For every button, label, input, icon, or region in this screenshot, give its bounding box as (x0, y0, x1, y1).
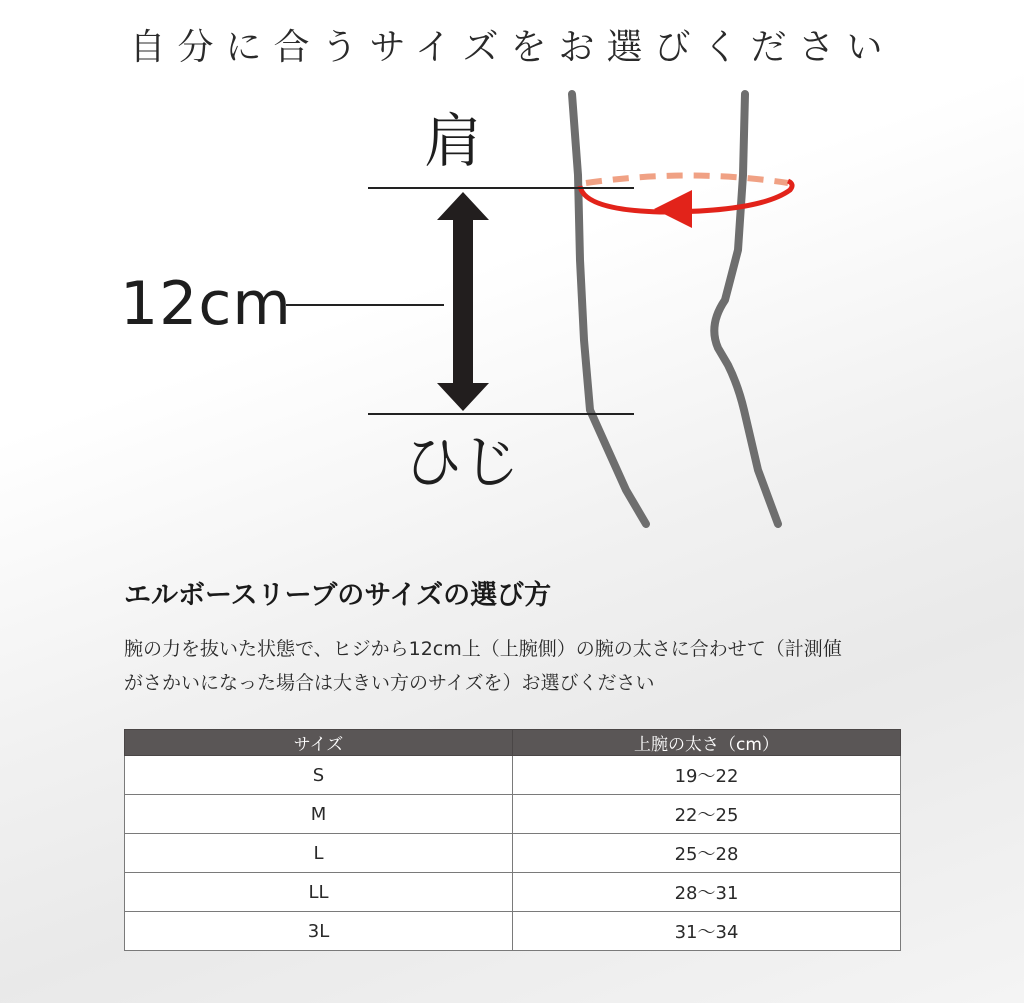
range-cell: 31〜34 (513, 912, 901, 951)
elbow-label: ひじ (404, 428, 521, 496)
range-cell: 28〜31 (513, 873, 901, 912)
range-cell: 19〜22 (513, 756, 901, 795)
shoulder-label: 肩 (424, 107, 483, 175)
size-table-header-row (125, 730, 901, 756)
table-row (125, 756, 901, 795)
table-row (125, 912, 901, 951)
size-table (124, 729, 901, 951)
range-cell: 25〜28 (513, 834, 901, 873)
arm-outline-right (714, 94, 778, 524)
size-column-header: サイズ (125, 730, 513, 756)
size-cell: S (125, 756, 513, 795)
arm-outline-left (572, 94, 646, 524)
range-cell: 22〜25 (513, 795, 901, 834)
page-title: 自分に合うサイズをお選びください (129, 27, 895, 69)
size-guide-description (124, 632, 924, 700)
upper-arm-column-header: 上腕の太さ（cm） (513, 730, 901, 756)
table-row (125, 834, 901, 873)
size-cell: LL (125, 873, 513, 912)
size-guide-heading: エルボースリーブのサイズの選び方 (124, 580, 552, 611)
measure-loop-back (586, 176, 788, 184)
size-cell: M (125, 795, 513, 834)
size-guide-line-1: 腕の力を抜いた状態で、ヒジから12cm上（上腕側）の腕の太さに合わせて（計測値 (124, 638, 842, 660)
size-cell: L (125, 834, 513, 873)
measure-loop-arrowhead (654, 190, 692, 228)
size-guide-line-2: がさかいになった場合は大きい方のサイズを）お選びください (124, 672, 655, 694)
measurement-label: 12cm (120, 269, 292, 339)
table-row (125, 873, 901, 912)
table-row (125, 795, 901, 834)
size-cell: 3L (125, 912, 513, 951)
dimension-arrow (437, 192, 489, 411)
